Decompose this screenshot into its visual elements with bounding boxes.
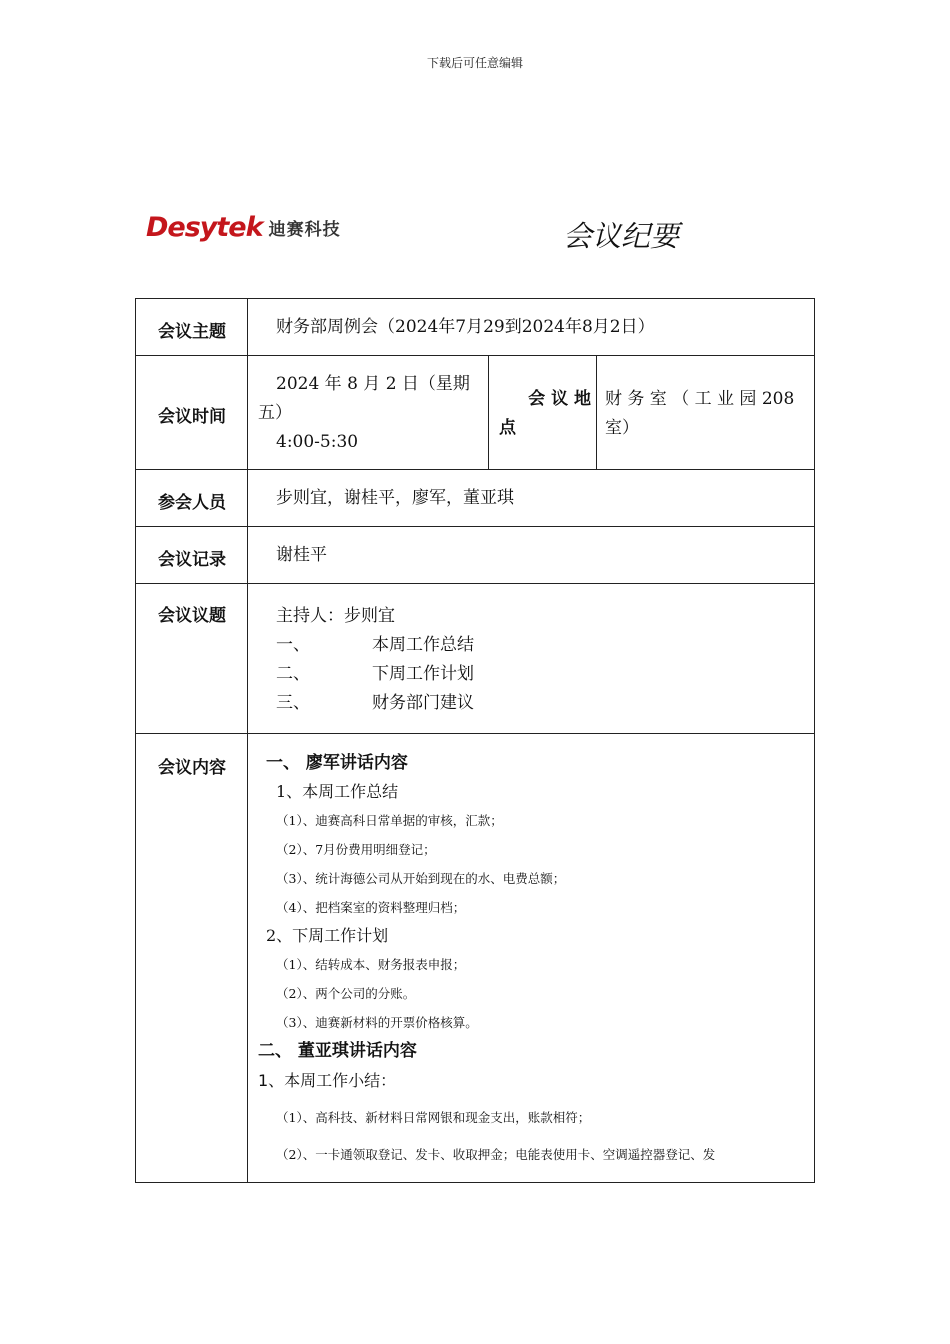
content-label: 会议内容	[158, 758, 226, 778]
location-value-line1: 财 务 室 （ 工 业 园 208	[605, 389, 795, 409]
agenda-item-number: 三、	[276, 693, 310, 713]
row-divider	[136, 355, 814, 356]
section1-sub1-item: （4）、把档案室的资料整理归档；	[276, 900, 466, 915]
location-label-line2: 点	[499, 418, 516, 438]
time-value	[258, 370, 483, 457]
section2-sub1-title: 1、本周工作小结：	[258, 1071, 397, 1090]
time-label: 会议时间	[158, 407, 226, 427]
agenda-list	[276, 602, 474, 718]
attendees-label: 参会人员	[158, 493, 226, 513]
row-divider	[136, 469, 814, 470]
section2-sub1-item: （1）、高科技、新材料日常网银和现金支出，账款相符；	[276, 1110, 591, 1125]
agenda-item-text: 财务部门建议	[372, 693, 474, 713]
agenda-item-text: 本周工作总结	[372, 635, 474, 655]
column-divider	[247, 299, 248, 1182]
column-divider	[488, 355, 489, 469]
attendees-value: 步则宜，谢桂平，廖军，董亚琪	[276, 488, 514, 508]
location-value	[605, 385, 810, 443]
section1-sub2-item: （1）、结转成本、财务报表申报；	[276, 957, 466, 972]
section1-sub1-item: （2）、7月份费用明细登记；	[276, 842, 436, 857]
agenda-item-number: 二、	[276, 664, 310, 684]
logo-mark: Desytek	[146, 212, 263, 243]
time-date-line1: 2024 年 8 月 2 日（星期	[276, 374, 470, 394]
agenda-item-number: 一、	[276, 635, 310, 655]
logo-name: 迪赛科技	[268, 220, 341, 240]
agenda-item	[276, 660, 474, 689]
section1-sub2-title: 2、下周工作计划	[266, 926, 389, 945]
location-label	[499, 385, 591, 443]
section1-sub1-title: 1、本周工作总结	[276, 782, 399, 801]
row-divider	[136, 526, 814, 527]
column-divider	[596, 355, 597, 469]
section1-heading: 一、 廖军讲话内容	[266, 753, 408, 773]
recorder-label: 会议记录	[158, 550, 226, 570]
section1-sub2-item: （2）、两个公司的分账。	[276, 986, 416, 1001]
content-body	[258, 749, 808, 1173]
section1-sub2-item: （3）、迪赛新材料的开票价格核算。	[276, 1015, 478, 1030]
agenda-item	[276, 631, 474, 660]
subject-label: 会议主题	[158, 322, 226, 342]
minutes-table	[135, 298, 815, 1183]
agenda-host: 主持人：步则宜	[276, 606, 395, 626]
section1-sub1-item: （3）、统计海德公司从开始到现在的水、电费总额；	[276, 871, 566, 886]
time-hours: 4:00-5:30	[276, 432, 359, 452]
section2-heading: 二、 董亚琪讲话内容	[258, 1041, 417, 1061]
row-divider	[136, 733, 814, 734]
row-divider	[136, 583, 814, 584]
time-date-line2: 五）	[258, 403, 292, 423]
location-value-line2: 室）	[605, 418, 639, 438]
agenda-item	[276, 689, 474, 718]
subject-value: 财务部周例会（2024年7月29到2024年8月2日）	[276, 317, 655, 337]
recorder-value: 谢桂平	[276, 545, 327, 565]
location-label-line1: 会 议 地	[528, 389, 591, 409]
company-logo	[146, 212, 341, 243]
agenda-item-text: 下周工作计划	[372, 664, 474, 684]
section1-sub1-item: （1）、迪赛高科日常单据的审核，汇款；	[276, 813, 503, 828]
document-title: 会议纪要	[563, 219, 680, 253]
agenda-label: 会议议题	[158, 606, 226, 626]
section2-sub1-item: （2）、一卡通领取登记、发卡、收取押金；电能表使用卡、空调遥控器登记、发	[276, 1147, 716, 1162]
header-note: 下载后可任意编辑	[426, 56, 523, 70]
